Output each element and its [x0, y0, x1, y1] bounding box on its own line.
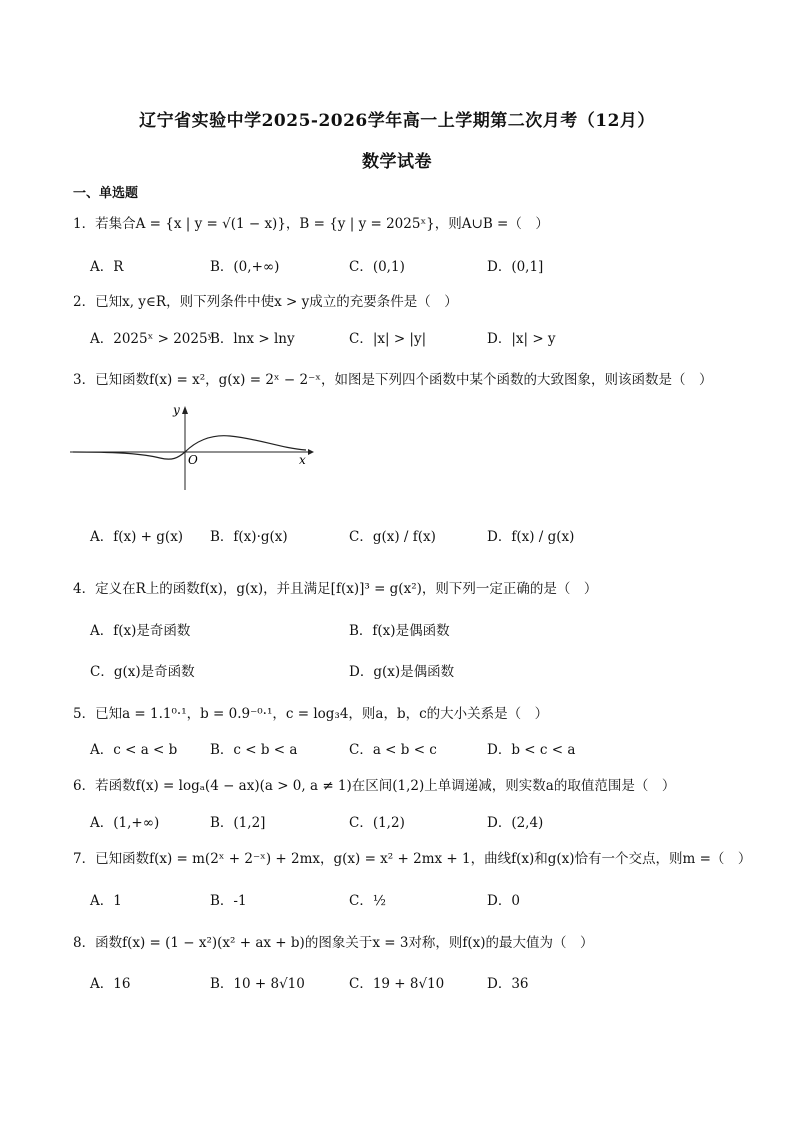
q6-option-c: C．(1,2)	[349, 815, 405, 831]
q3-option-a: A．f(x) + g(x)	[90, 529, 184, 545]
q4-option-c: C．g(x)是奇函数	[90, 664, 195, 680]
q8-option-a: A．16	[90, 976, 131, 992]
q3-option-c: C．g(x) / f(x)	[349, 529, 436, 545]
q7-option-d: D．0	[487, 893, 520, 909]
q6-option-b: B．(1,2]	[210, 815, 266, 831]
exam-subtitle: 数学试卷	[362, 152, 432, 172]
q5-option-a: A．c < a < b	[90, 742, 178, 758]
question-6-stem: 6．若函数f(x) = logₐ(4 − ax)(a > 0, a ≠ 1)在区间(1,2)上单调递减，则实数a的取值范围是（ ）	[73, 778, 676, 794]
q5-option-b: B．c < b < a	[210, 742, 298, 758]
q4-option-a: A．f(x)是奇函数	[90, 623, 191, 639]
section-heading-single-choice: 一、单选题	[73, 186, 139, 201]
y-axis-label: y	[173, 403, 180, 417]
x-axis-arrow	[308, 449, 314, 455]
q1-option-c: C．(0,1)	[349, 259, 405, 275]
q2-option-d: D．|x| > y	[487, 331, 556, 347]
q5-option-c: C．a < b < c	[349, 742, 437, 758]
q8-option-d: D．36	[487, 976, 529, 992]
question-3-stem: 3．已知函数f(x) = x²，g(x) = 2ˣ − 2⁻ˣ，如图是下列四个函数中某个函数的大致图象，则该函数是（ ）	[73, 372, 713, 388]
function-graph-figure	[70, 402, 315, 492]
question-2-stem: 2．已知x, y∈R，则下列条件中使x > y成立的充要条件是（ ）	[73, 294, 458, 310]
q5-option-d: D．b < c < a	[487, 742, 576, 758]
q7-option-a: A．1	[90, 893, 122, 909]
origin-label: O	[188, 453, 198, 467]
q2-option-c: C．|x| > |y|	[349, 331, 427, 347]
q1-option-a: A．R	[90, 259, 124, 275]
q7-option-b: B．-1	[210, 893, 247, 909]
q2-option-b: B．lnx > lny	[210, 331, 295, 347]
q4-option-d: D．g(x)是偶函数	[349, 664, 455, 680]
q3-option-d: D．f(x) / g(x)	[487, 529, 575, 545]
question-4-stem: 4．定义在R上的函数f(x)，g(x)，并且满足[f(x)]³ = g(x²)，则下列一定正确的是（ ）	[73, 581, 598, 597]
q1-option-d: D．(0,1]	[487, 259, 544, 275]
question-1-stem: 1．若集合A = {x | y = √(1 − x)}，B = {y | y = 2025ˣ}，则A∪B =（ ）	[73, 216, 549, 232]
question-7-stem: 7．已知函数f(x) = m(2ˣ + 2⁻ˣ) + 2mx，g(x) = x² + 2mx + 1，曲线f(x)和g(x)恰有一个交点，则m =（ ）	[73, 851, 752, 867]
q3-option-b: B．f(x)·g(x)	[210, 529, 288, 545]
q4-option-b: B．f(x)是偶函数	[349, 623, 450, 639]
q6-option-d: D．(2,4)	[487, 815, 544, 831]
exam-title: 辽宁省实验中学2025-2026学年高一上学期第二次月考（12月）	[139, 111, 655, 131]
q7-option-c: C．½	[349, 893, 386, 909]
q8-option-c: C．19 + 8√10	[349, 976, 445, 992]
question-8-stem: 8．函数f(x) = (1 − x²)(x² + ax + b)的图象关于x = 3对称，则f(x)的最大值为（ ）	[73, 935, 594, 951]
q2-option-a: A．2025ˣ > 2025ʸ	[90, 331, 214, 347]
q8-option-b: B．10 + 8√10	[210, 976, 305, 992]
question-5-stem: 5．已知a = 1.1⁰·¹，b = 0.9⁻⁰·¹，c = log₃4，则a，b，c的大小关系是（ ）	[73, 706, 549, 722]
q1-option-b: B．(0,+∞)	[210, 259, 280, 275]
x-axis-label: x	[299, 453, 306, 467]
y-axis-arrow	[182, 406, 188, 414]
q6-option-a: A．(1,+∞)	[90, 815, 160, 831]
